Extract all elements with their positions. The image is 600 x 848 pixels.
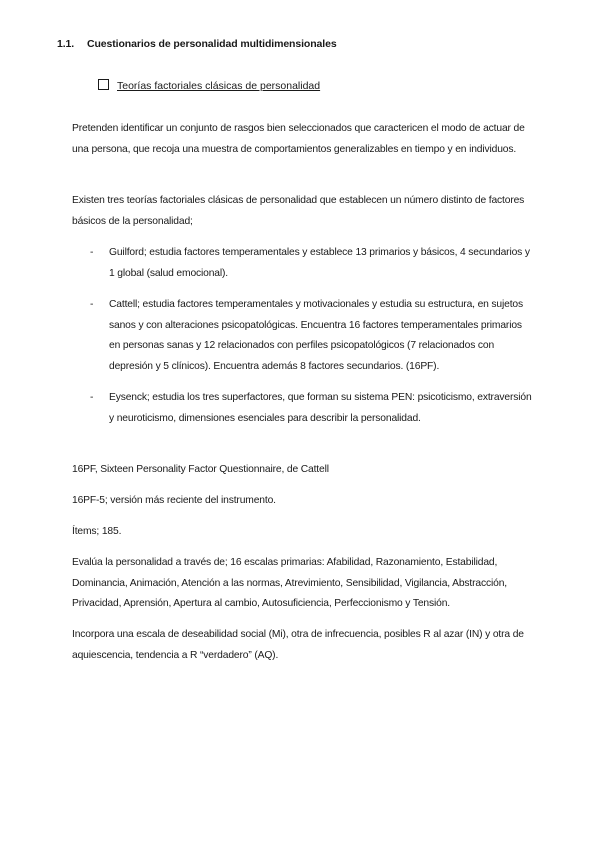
subsection-title: Teorías factoriales clásicas de personalidad [117,80,321,92]
bullet-marker: - [90,247,94,258]
bullet-marker: - [90,392,94,403]
theory-cattell: Cattell; estudia factores temperamentales y motivacionales y estudia su estructura, en sujetos sanos y con alteraciones psicopatológicas. Encuentra 16 factores temperamentales primarios en personas sanas y 12 relacionados con perfiles psicopatológicos (7 relacionados con depresión y 5 clínicos). Encuentra además 8 factores secundarios. (16PF). [109,299,524,372]
checkbox-bullet-icon [98,79,109,90]
test-scales: Evalúa la personalidad a través de; 16 escalas primarias: Afabilidad, Razonamiento, Estabilidad, Dominancia, Animación, Atención a las normas, Atrevimiento, Sensibilidad, Vigilancia, Abstracción, Privacidad, Aprensión, Apertura al cambio, Autosuficiencia, Perfeccionismo y Tensión. [72,557,507,609]
intro-paragraph: Pretenden identificar un conjunto de rasgos bien seleccionados que caractericen el modo de actuar de una persona, que recoja una muestra de comportamientos generalizables en tiempo y en individuos. [72,123,525,155]
existence-paragraph: Existen tres teorías factoriales clásicas de personalidad que establecen un número distinto de factores básicos de la personalidad; [72,195,525,227]
test-name: 16PF, Sixteen Personality Factor Questionnaire, de Cattell [72,464,329,475]
theory-eysenck: Eysenck; estudia los tres superfactores, que forman su sistema PEN: psicoticismo, extraversión y neuroticismo, dimensiones esenciales para describir la personalidad. [109,392,532,424]
subsection-heading [98,79,320,92]
section-number: 1.1. [57,38,75,50]
theory-guilford: Guilford; estudia factores temperamentales y establece 13 primarios y básicos, 4 secundarios y 1 global (salud emocional). [109,247,530,279]
test-items: Ítems; 185. [72,526,122,537]
section-heading [57,38,337,50]
test-extra-scales: Incorpora una escala de deseabilidad social (Mi), otra de infrecuencia, posibles R al azar (IN) y otra de aquiescencia, tendencia a R “verdadero” (AQ). [72,629,524,661]
bullet-marker: - [90,299,94,310]
test-version: 16PF-5; versión más reciente del instrumento. [72,495,276,506]
section-title: Cuestionarios de personalidad multidimensionales [87,38,337,50]
